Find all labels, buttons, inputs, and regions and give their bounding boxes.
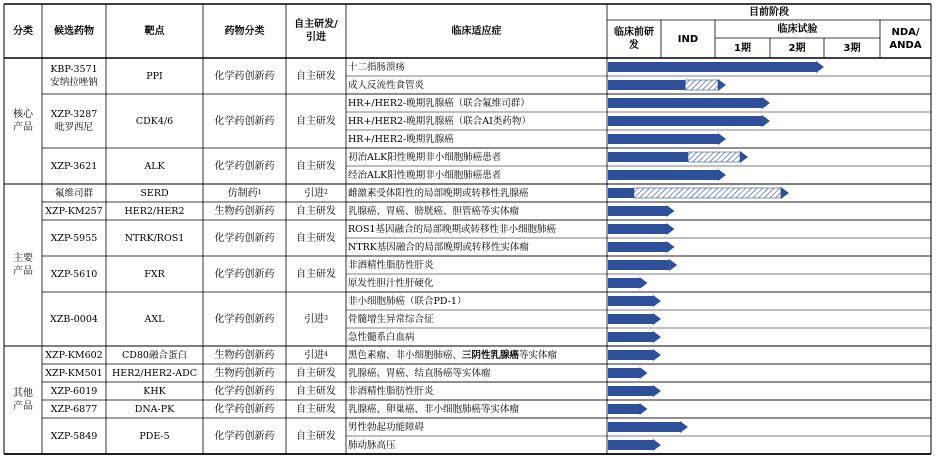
indication-text (346, 76, 607, 94)
stage-bar-solid (608, 188, 634, 198)
drug-source: 引进 4 (304, 349, 328, 361)
drug-class: 化学药创新药 (214, 268, 275, 280)
stage-bar-arrow (667, 223, 675, 235)
drug-target: ALK (144, 160, 165, 172)
header-nda: NDA/ ANDA (889, 27, 922, 51)
drug-name: XZP-3621 (50, 160, 98, 172)
stage-bar-solid (608, 98, 762, 108)
stage-bar-solid (608, 152, 688, 162)
indication-text (346, 436, 607, 454)
stage-bar-arrow (718, 133, 726, 145)
drug-class: 化学药创新药 (214, 70, 275, 82)
drug-class: 化学药创新药 (214, 313, 275, 325)
indication-text (346, 400, 607, 418)
stage-bar-arrow (653, 313, 661, 325)
stage-bar-solid (608, 368, 640, 378)
indication-label: 骨髓增生异常综合征 (348, 313, 434, 325)
drug-target: HER2/HER2-ADC (112, 367, 197, 379)
drug-source: 自主研发 (296, 268, 336, 280)
drug-name: KBP-3571 安纳拉唑钠 (50, 64, 98, 88)
header-phase2: 2期 (788, 42, 806, 54)
drug-target: DNA-PK (134, 403, 175, 415)
indication-text (346, 238, 607, 256)
drug-class: 仿制药 1 (227, 187, 262, 199)
indication-label: 雌激素受体阳性的局部晚期或转移性乳腺癌 (348, 187, 529, 199)
drug-source: 自主研发 (296, 430, 336, 442)
indication-text (346, 274, 607, 292)
drug-source: 自主研发 (296, 367, 336, 379)
indication-text (346, 310, 607, 328)
drug-name: XZP-3287 吡罗西尼 (50, 109, 98, 133)
indication-label: HR+/HER2-晚期乳腺癌（联合氟维司群） (348, 97, 530, 109)
stage-bar-solid (608, 260, 669, 270)
indication-label: ROS1基因融合的局部晚期或转移性非小细胞肺癌 (348, 223, 556, 235)
indication-text (346, 256, 607, 274)
drug-target: PPI (146, 70, 163, 82)
drug-class: 生物药创新药 (214, 367, 275, 379)
stage-bar-solid (608, 314, 653, 324)
indication-label: 男性勃起功能障碍 (348, 421, 425, 433)
drug-target: CDK4/6 (135, 115, 174, 127)
stage-bar-arrow (653, 439, 661, 451)
indication-bold-label: 三阴性乳腺癌 (462, 349, 520, 361)
stage-bar-arrow (667, 205, 675, 217)
indication-tail-label: 等实体瘤 (519, 349, 558, 361)
stage-bar-solid (608, 116, 762, 126)
indication-text (346, 166, 607, 184)
stage-bar-solid (608, 404, 640, 414)
category-2: 主要 产品 (13, 253, 33, 277)
indication-label: 非酒精性脂肪性肝炎 (348, 385, 434, 397)
indication-text (346, 220, 607, 238)
header-ind: IND (677, 33, 699, 45)
indication-text (346, 292, 607, 310)
drug-class: 化学药创新药 (214, 385, 275, 397)
stage-bar-arrow (762, 97, 770, 109)
category-1: 核心 产品 (13, 109, 33, 133)
stage-bar-solid (608, 170, 718, 180)
stage-bar-solid (608, 422, 680, 432)
indication-text (346, 184, 607, 202)
drug-source: 自主研发 (296, 385, 336, 397)
drug-target: PDE-5 (139, 430, 170, 442)
indication-text (346, 148, 607, 166)
indication-label: 急性髓系白血病 (348, 331, 415, 343)
drug-source: 自主研发 (296, 160, 336, 172)
drug-class: 生物药创新药 (214, 349, 275, 361)
indication-label: 成人反流性食管炎 (348, 79, 425, 91)
indication-text (346, 382, 607, 400)
header-clinical: 临床试验 (777, 23, 818, 35)
drug-target: SERD (140, 187, 169, 199)
stage-bar-arrow (718, 169, 726, 181)
stage-bar-arrow (640, 367, 648, 379)
drug-source-text: 引进 (304, 313, 325, 325)
drug-class: 生物药创新药 (214, 205, 275, 217)
indication-text (346, 346, 607, 364)
header-source: 自主研发/ 引进 (294, 19, 338, 43)
indication-label: HR+/HER2-晚期乳腺癌（联合AI类药物） (348, 115, 531, 127)
drug-class: 化学药创新药 (214, 160, 275, 172)
stage-bar-solid (608, 224, 667, 234)
indication-label: HR+/HER2-晚期乳腺癌 (348, 133, 454, 145)
header-stage: 目前阶段 (749, 6, 789, 18)
drug-name: XZP-6877 (50, 403, 98, 415)
stage-bar-solid (608, 350, 653, 360)
stage-bar-solid (608, 440, 653, 450)
stage-bar-solid (608, 296, 653, 306)
drug-class-text: 仿制药 (227, 187, 258, 199)
indication-text (346, 364, 607, 382)
stage-bar-solid (608, 278, 640, 288)
stage-bar-arrow (653, 385, 661, 397)
stage-bar-solid (608, 80, 685, 90)
indication-label: 非小细胞肺癌（联合PD-1） (348, 295, 467, 307)
header-drug-class: 药物分类 (224, 25, 265, 37)
drug-class: 化学药创新药 (214, 232, 275, 244)
stage-bar-arrow (667, 241, 675, 253)
drug-target: FXR (144, 268, 165, 280)
indication-label: 乳腺癌、胃癌、膀胱癌、胆管癌等实体瘤 (348, 205, 520, 217)
drug-name: XZP-KM602 (45, 349, 103, 361)
stage-bar-solid (608, 134, 718, 144)
stage-bar-solid (608, 62, 816, 72)
stage-bar-arrow (781, 187, 789, 199)
indication-text (346, 130, 607, 148)
stage-bar-arrow (653, 349, 661, 361)
indication-text (346, 202, 607, 220)
header-drug: 候选药物 (54, 25, 94, 37)
drug-source-text: 引进 (304, 187, 325, 199)
indication-label: 乳腺癌、卵巢癌、非小细胞肺癌等实体瘤 (348, 403, 520, 415)
stage-bar-solid (608, 242, 667, 252)
indication-label: 肺动脉高压 (348, 439, 396, 451)
drug-name: XZP-5955 (50, 232, 98, 244)
stage-bar-arrow (640, 277, 648, 289)
drug-source-text: 引进 (304, 349, 325, 361)
drug-source: 自主研发 (296, 232, 336, 244)
drug-class: 化学药创新药 (214, 430, 275, 442)
stage-bar-arrow (640, 403, 648, 415)
stage-bar-arrow (740, 151, 748, 163)
drug-name: XZP-6019 (50, 385, 98, 397)
drug-target: KHK (143, 385, 166, 397)
drug-target: AXL (144, 313, 165, 325)
stage-bar-arrow (718, 79, 726, 91)
indication-label: 经治ALK阳性晚期非小细胞肺癌患者 (348, 169, 502, 181)
drug-target: HER2/HER2 (124, 205, 185, 217)
stage-bar-arrow (653, 295, 661, 307)
indication-text (346, 418, 607, 436)
drug-source: 自主研发 (296, 115, 336, 127)
indication-text (346, 58, 607, 76)
header-indication: 临床适应症 (451, 25, 502, 37)
header-preclinical: 临床前研 发 (614, 27, 654, 51)
indication-label: 非酒精性脂肪性肝炎 (348, 259, 434, 271)
stage-bar-hatched (685, 80, 718, 90)
header-phase3: 3期 (843, 42, 861, 54)
indication-text (346, 94, 607, 112)
drug-name: XZB-0004 (50, 313, 98, 325)
stage-bar-solid (608, 206, 667, 216)
drug-name: XZP-5849 (50, 430, 98, 442)
stage-bar-arrow (653, 331, 661, 343)
stage-bar-arrow (680, 421, 688, 433)
header-phase1: 1期 (734, 42, 751, 54)
indication-label: 黑色素瘤、非小细胞肺癌、 (348, 349, 463, 361)
stage-bar-solid (608, 332, 653, 342)
stage-bar-arrow (816, 61, 824, 73)
indication-label: NTRK基因融合的局部晚期或转移性实体瘤 (348, 241, 529, 253)
stage-bar-arrow (762, 115, 770, 127)
indication-text (346, 328, 607, 346)
drug-name: XZP-KM257 (45, 205, 103, 217)
stage-bar-arrow (669, 259, 677, 271)
drug-source: 引进 2 (304, 187, 328, 199)
indication-text (346, 112, 607, 130)
drug-class: 化学药创新药 (214, 115, 275, 127)
header-category: 分类 (13, 25, 33, 37)
drug-target: CD80融合蛋白 (122, 349, 187, 361)
indication-label: 初治ALK阳性晚期非小细胞肺癌患者 (348, 151, 502, 163)
drug-source: 引进 3 (304, 313, 328, 325)
drug-class: 化学药创新药 (214, 403, 275, 415)
stage-bar-hatched (634, 188, 781, 198)
header-target: 靶点 (144, 25, 165, 37)
indication-label: 乳腺癌、胃癌、结直肠癌等实体瘤 (348, 367, 491, 379)
indication-label: 原发性胆汁性肝硬化 (348, 277, 434, 289)
drug-source: 自主研发 (296, 205, 336, 217)
drug-source: 自主研发 (296, 403, 336, 415)
drug-name: XZP-5610 (50, 268, 98, 280)
indication-label: 十二指肠溃疡 (348, 61, 406, 73)
category-3: 其他 产品 (13, 388, 33, 412)
drug-source: 自主研发 (296, 70, 336, 82)
drug-name: 氟维司群 (54, 187, 93, 199)
stage-bar-solid (608, 386, 653, 396)
drug-name: XZP-KM501 (45, 367, 103, 379)
drug-target: NTRK/ROS1 (124, 232, 185, 244)
stage-bar-hatched (688, 152, 740, 162)
